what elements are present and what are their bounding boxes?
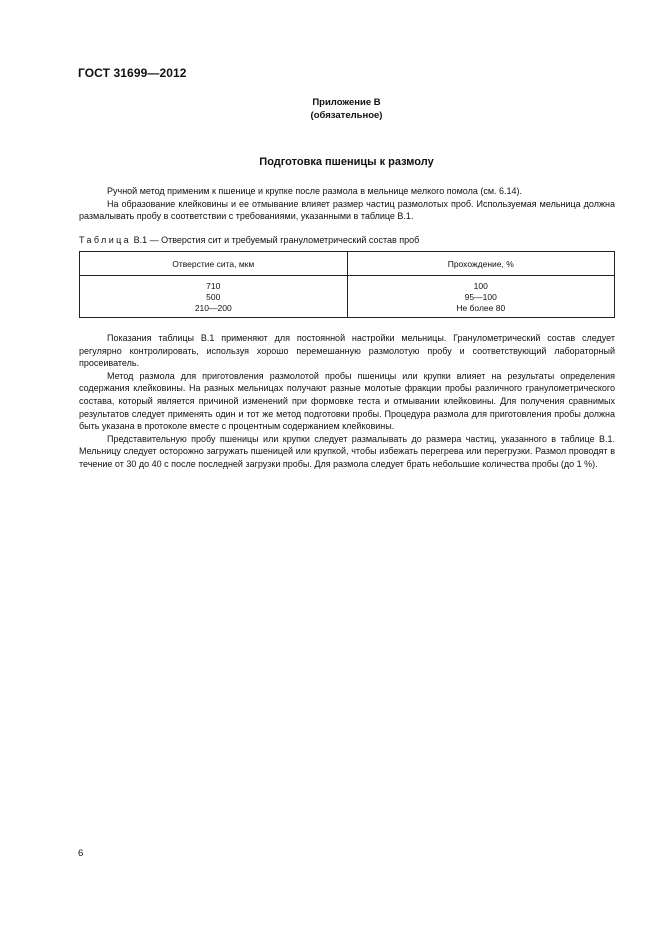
appendix-status: (обязательное) xyxy=(310,110,383,121)
document-header-code: ГОСТ 31699—2012 xyxy=(78,66,187,80)
section-title: Подготовка пшеницы к размолу xyxy=(259,156,434,168)
table-row xyxy=(80,276,615,318)
table-value: 210—200 xyxy=(194,302,232,313)
table-cell-sieve-opening xyxy=(80,276,348,318)
table-value: Не более 80 xyxy=(456,302,506,313)
body-paragraph: Показания таблицы В.1 применяют для постоянной настройки мельницы. Гранулометрический состав следует регулярно контролировать, используя хорошо перемешанную размолотую пробу и соответствующий лабораторный просеиватель. xyxy=(79,333,615,369)
table-cell-passage xyxy=(347,276,615,318)
table-value: 100 xyxy=(473,280,488,291)
table-header-row xyxy=(80,252,615,276)
body-text xyxy=(79,332,615,471)
body-paragraph: Метод размола для приготовления размолотой пробы пшеницы или крупки влияет на результаты определения содержания клейковины. На разных мельницах получают разные молотые фракции пробы различного гранулометрического состава, который является причиной изменений при формовке теста и отмывании клейковины. Для получения сравнимых результатов следует применять один и тот же метод подготовки пробы. Процедура размола для приготовления пробы должна быть указана в протоколе вместе с процентным содержанием клейковины. xyxy=(79,370,615,432)
table-value: 710 xyxy=(206,280,221,291)
page-number: 6 xyxy=(78,848,84,859)
intro-paragraph: На образование клейковины и ее отмывание влияет размер частиц размолотых проб. Используемая мельница должна размалывать пробу в соответствии с требованиями, указанными в таблице В.1. xyxy=(79,198,615,221)
table-caption xyxy=(79,235,419,245)
table-header-cell: Отверстие сита, мкм xyxy=(80,252,348,276)
table-value: 95—100 xyxy=(464,291,497,302)
table-value: 500 xyxy=(206,291,221,302)
table-caption-text: В.1 — Отверстия сит и требуемый гранулометрический состав проб xyxy=(133,235,420,245)
sieve-table xyxy=(79,251,615,318)
body-paragraph: Представительную пробу пшеницы или крупки следует размалывать до размера частиц, указанного в таблице В.1. Мельницу следует осторожно загружать пшеницей или крупкой, чтобы избежать перегрева или перегрузки. Размол проводят в течение от 30 до 40 с после последней загрузки пробы. Для размола следует брать небольшие количества пробы (до 1 %). xyxy=(79,433,615,469)
appendix-heading xyxy=(0,96,661,122)
intro-paragraph: Ручной метод применим к пшенице и крупке после размола в мельнице мелкого помола (см. 6.14). xyxy=(107,186,523,196)
appendix-title: Приложение В xyxy=(312,97,381,108)
table-header-cell: Прохождение, % xyxy=(347,252,615,276)
intro-text xyxy=(79,185,615,223)
table-caption-label: Таблица xyxy=(79,235,132,245)
